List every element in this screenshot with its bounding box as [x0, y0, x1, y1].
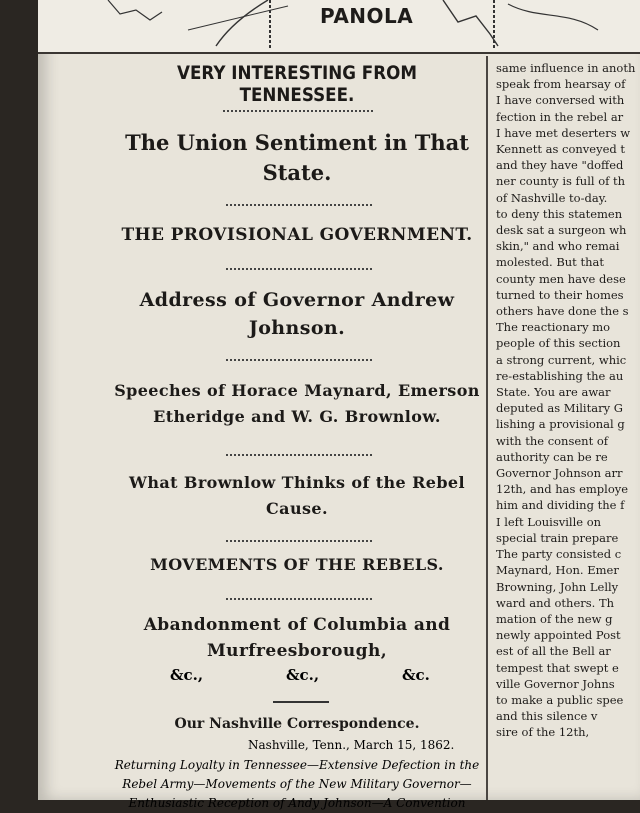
- section-rule: [273, 701, 329, 703]
- column-text-line: The reactionary mo: [496, 320, 611, 335]
- column-text-line: deputed as Military G: [496, 401, 623, 416]
- column-text-line: sire of the 12th,: [496, 725, 590, 740]
- column-text-line: I have conversed with: [496, 93, 625, 108]
- correspondence-heading: Our Nashville Correspondence.: [174, 716, 420, 732]
- column-text-line: people of this section: [496, 336, 621, 351]
- column-text-line: tempest that swept e: [496, 660, 619, 675]
- column-text-line: est of all the Bell ar: [496, 644, 611, 659]
- column-text-line: fection in the rebel ar: [496, 109, 624, 124]
- divider: [226, 204, 372, 206]
- column-text-line: special train prepare: [496, 530, 619, 545]
- divider: [226, 268, 372, 270]
- column-text-line: authority can be re: [496, 449, 608, 464]
- column-text-line: Browning, John Lelly: [496, 579, 619, 594]
- column-text-line: a strong current, whic: [496, 352, 627, 367]
- column-text-line: The party consisted c: [496, 547, 622, 562]
- headline-movements: MOVEMENTS OF THE REBELS.: [150, 555, 444, 574]
- column-text-line: Governor Johnson arr: [496, 466, 623, 481]
- headline-abandonment: Abandonment of Columbia and Murfreesborough,: [143, 615, 451, 661]
- headline-main: VERY INTERESTING FROM TENNESSEE.: [177, 62, 417, 106]
- column-text-line: of Nashville to-day.: [496, 190, 608, 205]
- map-label: PANOLA: [320, 4, 414, 28]
- column-rule: [486, 56, 488, 800]
- column-text-line: same influence in anoth: [496, 61, 636, 75]
- divider: [226, 598, 372, 600]
- column-text-line: 12th, and has employe: [496, 482, 629, 497]
- column-text-line: re-establishing the au: [496, 368, 624, 383]
- etc-1: &c.,: [170, 666, 204, 684]
- column-text-line: turned to their homes: [496, 287, 624, 302]
- column-text-line: desk sat a surgeon wh: [496, 223, 627, 238]
- column-text-line: State. You are awar: [496, 385, 611, 400]
- column-text-line: and this silence v: [496, 709, 598, 724]
- column-text-line: to deny this statemen: [496, 206, 623, 221]
- column-text-line: molested. But that: [496, 255, 604, 270]
- column-text-line: ward and others. Th: [496, 595, 615, 610]
- divider: [226, 359, 372, 361]
- column-text-line: I left Louisville on: [496, 514, 602, 529]
- column-text-line: speak from hearsay of: [496, 77, 626, 92]
- article-subhead: Returning Loyalty in Tennessee—Extensive Defection in the Rebel Army—Movements of the New Military Governor—Enthusiastic Reception of Andy Johnson—A Convention: [114, 758, 480, 810]
- headline-provisional-government: THE PROVISIONAL GOVERNMENT.: [121, 225, 473, 245]
- etc-3: &c.: [402, 666, 430, 684]
- column-text-line: to make a public spee: [496, 692, 624, 707]
- column-text-line: others have done the s: [496, 304, 629, 319]
- divider: [226, 540, 372, 542]
- column-text-line: ville Governor Johns: [496, 676, 615, 691]
- column-text-line: Kennett as conveyed t: [496, 142, 626, 157]
- etc-2: &c.,: [286, 666, 320, 684]
- column-text-line: and they have "doffed: [496, 158, 624, 173]
- column-text-line: lishing a provisional g: [496, 417, 625, 432]
- divider: [223, 110, 373, 112]
- column-text-line: him and dividing the f: [496, 498, 625, 513]
- dateline: Nashville, Tenn., March 15, 1862.: [248, 738, 455, 752]
- column-text-line: with the consent of: [496, 433, 609, 448]
- column-text-line: I have met deserters w: [496, 125, 631, 140]
- column-text-line: Maynard, Hon. Emer: [496, 563, 619, 578]
- headline-union-sentiment: The Union Sentiment in That State.: [125, 130, 469, 185]
- column-text-line: skin," and who remai: [496, 239, 620, 254]
- headline-address-johnson: Address of Governor Andrew Johnson.: [139, 289, 455, 339]
- headline-speeches: Speeches of Horace Maynard, Emerson Etheridge and W. G. Brownlow.: [114, 381, 480, 426]
- adjacent-column-text: [496, 60, 640, 741]
- map-strip: [38, 0, 640, 54]
- column-text-line: newly appointed Post: [496, 628, 621, 643]
- divider: [226, 454, 372, 456]
- headline-brownlow: What Brownlow Thinks of the Rebel Cause.: [129, 473, 465, 518]
- column-text-line: county men have dese: [496, 271, 626, 286]
- column-text-line: ner county is full of th: [496, 174, 626, 189]
- column-text-line: mation of the new g: [496, 611, 613, 626]
